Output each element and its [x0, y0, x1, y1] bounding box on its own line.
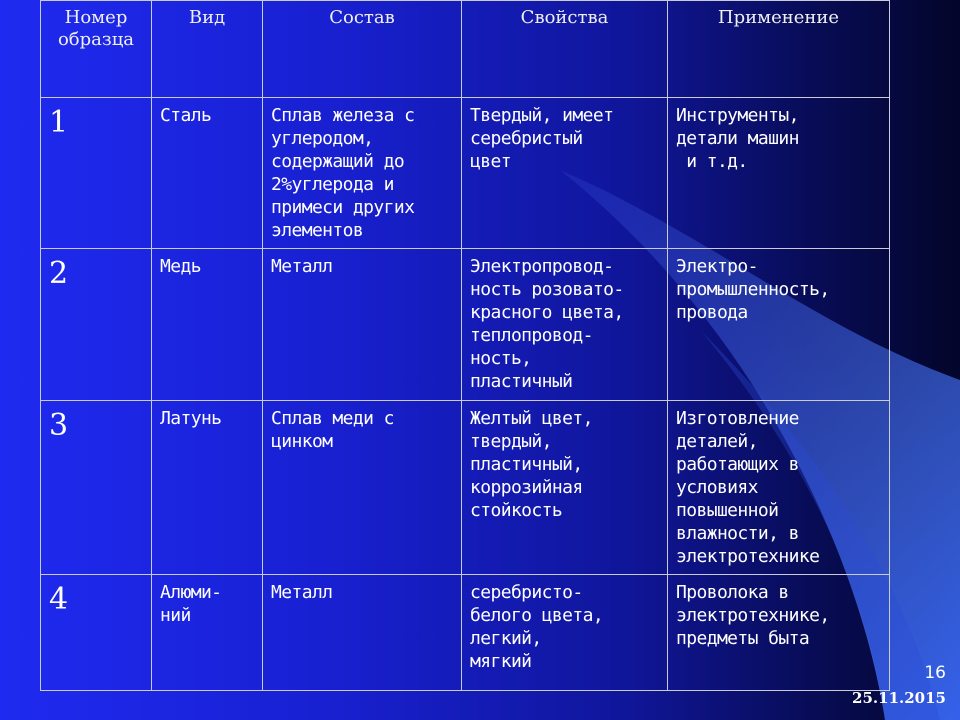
- cell-line: Инструменты,: [676, 105, 799, 126]
- cell-kind: [152, 401, 263, 575]
- cell-line: мягкий: [470, 651, 532, 672]
- cell-line: работающих в: [676, 454, 799, 475]
- cell-line: условиях: [676, 477, 758, 498]
- cell-line: детали машин: [676, 128, 799, 149]
- cell-kind: [152, 98, 263, 249]
- cell-line: теплопровод-: [470, 325, 593, 346]
- cell-composition: [263, 401, 462, 575]
- cell-properties: [462, 98, 668, 249]
- cell-line: серебристый: [470, 128, 583, 149]
- cell-line: серебристо-: [470, 582, 583, 603]
- header-properties: Свойства: [462, 1, 668, 98]
- cell-line: электротехнике: [676, 546, 820, 567]
- cell-line: Изготовление: [676, 408, 799, 429]
- cell-kind: [152, 249, 263, 401]
- materials-table: [40, 0, 890, 691]
- cell-line: Сплав железа с: [271, 105, 415, 126]
- cell-line: примеси других: [271, 197, 415, 218]
- cell-line: стойкость: [470, 500, 563, 521]
- cell-line: элементов: [271, 220, 364, 241]
- cell-line: Электропровод-: [470, 256, 614, 277]
- cell-number: 2: [41, 249, 152, 401]
- cell-application: [668, 98, 890, 249]
- cell-line: твердый,: [470, 431, 552, 452]
- cell-line: ний: [160, 605, 191, 626]
- cell-line: коррозийная: [470, 477, 583, 498]
- cell-kind: [152, 575, 263, 691]
- table-header-row: [41, 1, 890, 98]
- cell-line: и т.д.: [676, 151, 748, 172]
- cell-properties: [462, 401, 668, 575]
- table-row: [41, 249, 890, 401]
- cell-line: ность розовато-: [470, 279, 624, 300]
- cell-line: ность,: [470, 348, 532, 369]
- cell-number: 4: [41, 575, 152, 691]
- cell-line: Металл: [271, 256, 333, 277]
- cell-line: содержащий до: [271, 151, 405, 172]
- cell-line: Проволока в: [676, 582, 789, 603]
- cell-line: Электро-: [676, 256, 758, 277]
- cell-application: [668, 401, 890, 575]
- cell-line: Твердый, имеет: [470, 105, 614, 126]
- cell-line: Сталь: [160, 105, 212, 126]
- cell-number: 3: [41, 401, 152, 575]
- cell-line: влажности, в: [676, 523, 799, 544]
- cell-properties: [462, 249, 668, 401]
- cell-composition: [263, 98, 462, 249]
- table-row: [41, 575, 890, 691]
- slide-date: 25.11.2015: [852, 689, 946, 707]
- cell-composition: [263, 249, 462, 401]
- table-row: [41, 98, 890, 249]
- cell-line: пластичный,: [470, 454, 583, 475]
- cell-application: [668, 575, 890, 691]
- cell-line: Металл: [271, 582, 333, 603]
- table-row: [41, 401, 890, 575]
- cell-line: Медь: [160, 256, 201, 277]
- header-composition: Состав: [263, 1, 462, 98]
- cell-properties: [462, 575, 668, 691]
- header-application: Применение: [668, 1, 890, 98]
- cell-line: красного цвета,: [470, 302, 624, 323]
- cell-line: Алюми-: [160, 582, 222, 603]
- cell-line: предметы быта: [676, 628, 810, 649]
- cell-line: легкий,: [470, 628, 542, 649]
- cell-line: Латунь: [160, 408, 222, 429]
- cell-application: [668, 249, 890, 401]
- cell-line: электротехнике,: [676, 605, 830, 626]
- cell-line: цинком: [271, 431, 333, 452]
- cell-line: 2%углерода и: [271, 174, 394, 195]
- header-kind: Вид: [152, 1, 263, 98]
- cell-line: промышленность,: [676, 279, 830, 300]
- cell-line: Сплав меди с: [271, 408, 394, 429]
- cell-line: Желтый цвет,: [470, 408, 593, 429]
- cell-line: деталей,: [676, 431, 758, 452]
- cell-composition: [263, 575, 462, 691]
- slide-number: 16: [924, 663, 946, 683]
- cell-line: повышенной: [676, 500, 779, 521]
- cell-number: 1: [41, 98, 152, 249]
- header-number: Номер образца: [41, 1, 152, 98]
- cell-line: белого цвета,: [470, 605, 604, 626]
- cell-line: углеродом,: [271, 128, 374, 149]
- cell-line: провода: [676, 302, 748, 323]
- cell-line: пластичный: [470, 371, 573, 392]
- cell-line: цвет: [470, 151, 511, 172]
